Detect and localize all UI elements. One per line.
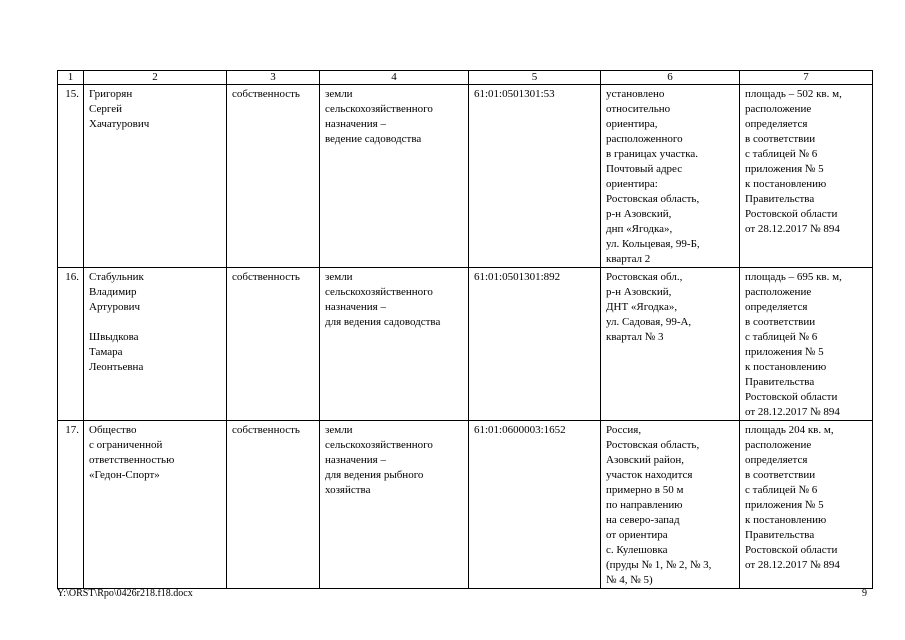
land-register-table bbox=[57, 70, 873, 589]
column-header: 3 bbox=[227, 71, 320, 85]
column-header: 2 bbox=[84, 71, 227, 85]
row-number: 15. bbox=[58, 85, 84, 268]
area-cell: площадь – 502 кв. м, расположение определяется в соответствии с таблицей № 6 приложения № 5 к постановлению Правительства Ростовской области от 28.12.2017 № 894 bbox=[740, 85, 873, 268]
column-header: 1 bbox=[58, 71, 84, 85]
right-type-cell: собственность bbox=[227, 421, 320, 589]
row-number: 16. bbox=[58, 268, 84, 421]
cadastral-number-cell: 61:01:0501301:892 bbox=[469, 268, 601, 421]
owner-cell: Общество с ограниченной ответственностью «Гедон-Спорт» bbox=[84, 421, 227, 589]
column-header: 7 bbox=[740, 71, 873, 85]
location-cell: установлено относительно ориентира, расположенного в границах участка. Почтовый адрес ориентира: Ростовская область, р-н Азовский, днп «Ягодка», ул. Кольцевая, 99-Б, квартал 2 bbox=[601, 85, 740, 268]
page-number: 9 bbox=[862, 588, 867, 599]
area-cell: площадь – 695 кв. м, расположение определяется в соответствии с таблицей № 6 приложения № 5 к постановлению Правительства Ростовской области от 28.12.2017 № 894 bbox=[740, 268, 873, 421]
land-category-cell: земли сельскохозяйственного назначения – для ведения рыбного хозяйства bbox=[320, 421, 469, 589]
location-cell: Россия, Ростовская область, Азовский район, участок находится примерно в 50 м по направлению на северо-запад от ориентира с. Кулешовка (пруды № 1, № 2, № 3, № 4, № 5) bbox=[601, 421, 740, 589]
area-cell: площадь 204 кв. м, расположение определяется в соответствии с таблицей № 6 приложения № 5 к постановлению Правительства Ростовской области от 28.12.2017 № 894 bbox=[740, 421, 873, 589]
cadastral-number-cell: 61:01:0501301:53 bbox=[469, 85, 601, 268]
right-type-cell: собственность bbox=[227, 85, 320, 268]
cadastral-number-cell: 61:01:0600003:1652 bbox=[469, 421, 601, 589]
row-number: 17. bbox=[58, 421, 84, 589]
column-header: 4 bbox=[320, 71, 469, 85]
table-row bbox=[58, 268, 873, 421]
table-header-row bbox=[58, 71, 873, 85]
owner-cell: Григорян Сергей Хачатурович bbox=[84, 85, 227, 268]
location-cell: Ростовская обл., р-н Азовский, ДНТ «Ягодка», ул. Садовая, 99-А, квартал № 3 bbox=[601, 268, 740, 421]
owner-cell: Стабульник Владимир Артурович Швыдкова Тамара Леонтьевна bbox=[84, 268, 227, 421]
table-row bbox=[58, 421, 873, 589]
right-type-cell: собственность bbox=[227, 268, 320, 421]
land-category-cell: земли сельскохозяйственного назначения – ведение садоводства bbox=[320, 85, 469, 268]
column-header: 6 bbox=[601, 71, 740, 85]
table-row bbox=[58, 85, 873, 268]
footer-file-path: Y:\ORST\Rpo\0426r218.f18.docx bbox=[57, 588, 193, 599]
column-header: 5 bbox=[469, 71, 601, 85]
land-category-cell: земли сельскохозяйственного назначения – для ведения садоводства bbox=[320, 268, 469, 421]
